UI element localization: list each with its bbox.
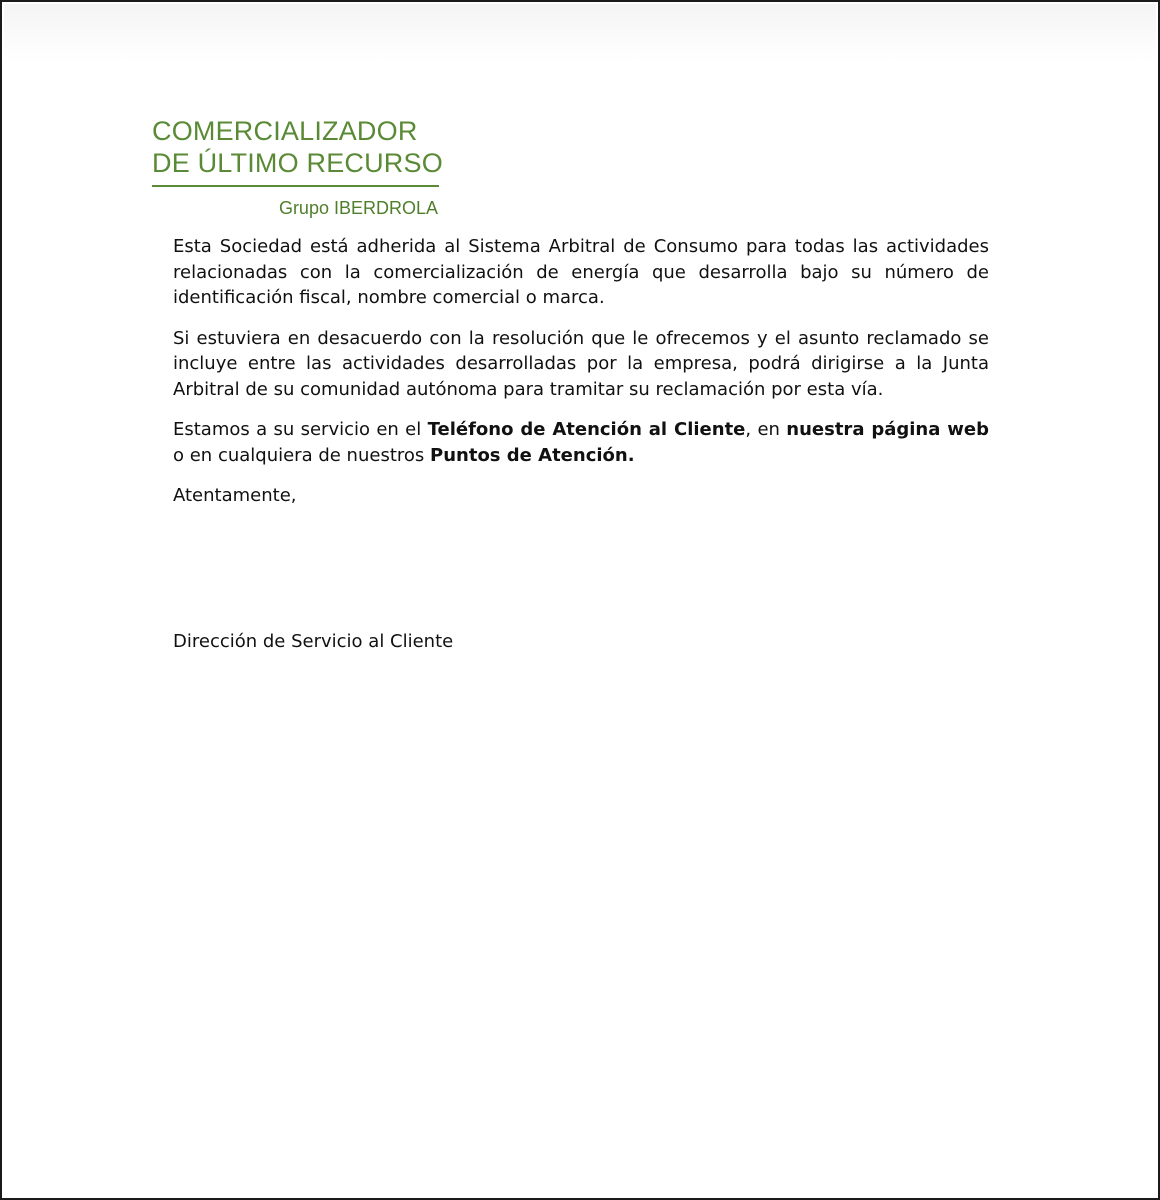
contact-text-3: o en cualquiera de nuestros (173, 444, 431, 466)
closing-salutation: Atentamente, (173, 485, 297, 506)
logo-title-line1: COMERCIALIZADOR (152, 116, 418, 146)
contact-text-1: Estamos a su servicio en el (173, 419, 428, 440)
phone-service-label: Teléfono de Atención al Cliente (427, 419, 746, 440)
logo-divider (152, 185, 439, 187)
letter-body (173, 234, 989, 509)
page-top-shadow (4, 4, 1156, 64)
service-points-label: Puntos de Atención. (430, 444, 635, 466)
company-logo (152, 115, 442, 219)
paragraph-disagreement: Si estuviera en desacuerdo con la resolución que le ofrecemos y el asunto reclamado se incluye entre las actividades desarrolladas por la empresa, podrá dirigirse a la Junta Arbitral de su comunidad autónoma para tramitar su reclamación por esta vía. (173, 327, 989, 400)
logo-title-line2: DE ÚLTIMO RECURSO (152, 148, 443, 178)
paragraph-arbitration: Esta Sociedad está adherida al Sistema Arbitral de Consumo para todas las actividades relacionadas con la comercialización de energía que desarrolla bajo su número de identificación fiscal, nombre comercial o marca. (173, 236, 989, 308)
contact-text-2: , en (745, 419, 787, 440)
logo-group-name: Grupo IBERDROLA (278, 198, 438, 218)
paragraph-contact (173, 417, 989, 468)
signature: Dirección de Servicio al Cliente (173, 631, 454, 652)
website-label: nuestra página web (786, 419, 990, 440)
